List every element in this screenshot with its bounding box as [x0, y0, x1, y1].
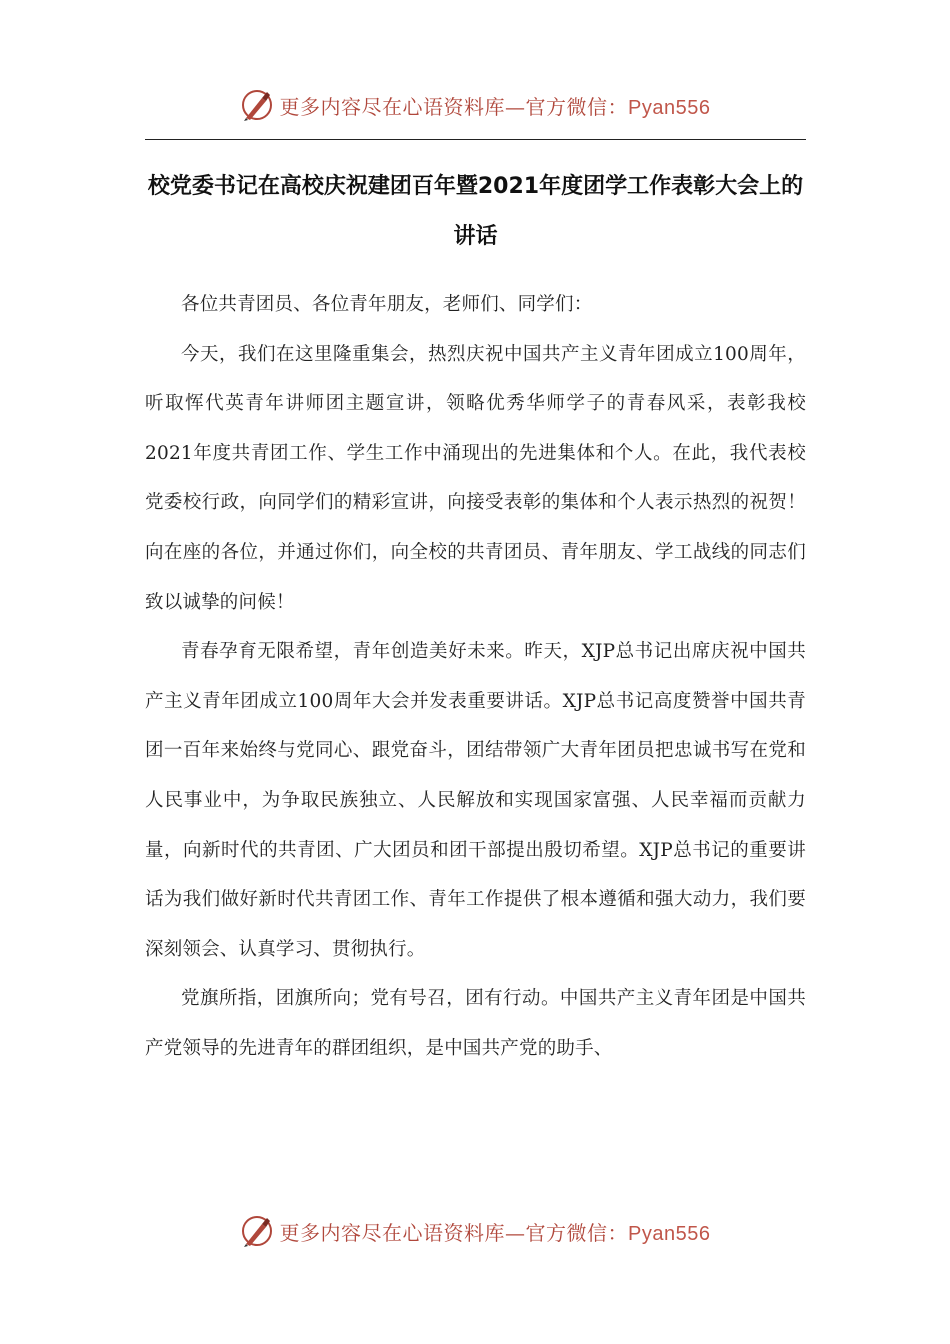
footer-wechat-id: Pyan556 — [628, 1222, 711, 1245]
pen-logo-icon — [240, 1214, 274, 1248]
footer-banner — [0, 1206, 950, 1256]
header-banner-text: 更多内容尽在心语资料库—官方微信：Pyan556 — [279, 94, 711, 119]
paragraph: 党旗所指，团旗所向；党有号召，团有行动。中国共产主义青年团是中国共产党领导的先进青年的群团组织，是中国共产党的助手、 — [145, 988, 806, 1059]
header-wechat-id: Pyan556 — [628, 96, 711, 119]
footer-banner-text: 更多内容尽在心语资料库—官方微信：Pyan556 — [279, 1220, 711, 1245]
pen-logo-icon — [240, 88, 274, 122]
header-divider — [145, 139, 806, 140]
paragraph: 青春孕育无限希望，青年创造美好未来。昨天，XJP总书记出席庆祝中国共产主义青年团成立100周年大会并发表重要讲话。XJP总书记高度赞誉中国共青团一百年来始终与党同心、跟党奋斗，团结带领广大青年团员把忠诚书写在党和人民事业中，为争取民族独立、人民解放和实现国家富强、人民幸福而贡献力量，向新时代的共青团、广大团员和团干部提出殷切希望。XJP总书记的重要讲话为我们做好新时代共青团工作、青年工作提供了根本遵循和强大动力，我们要深刻领会、认真学习、贯彻执行。 — [145, 641, 806, 960]
header-banner — [0, 80, 950, 130]
paragraph-salutation: 各位共青团员、各位青年朋友，老师们、同学们： — [181, 294, 593, 315]
paragraph: 今天，我们在这里隆重集会，热烈庆祝中国共产主义青年团成立100周年，听取恽代英青年讲师团主题宣讲，领略优秀华师学子的青春风采，表彰我校2021年度共青团工作、学生工作中涌现出的先进集体和个人。在此，我代表校党委校行政，向同学们的精彩宣讲，向接受表彰的集体和个人表示热烈的祝贺！向在座的各位，并通过你们，向全校的共青团员、青年朋友、学工战线的同志们致以诚挚的问候！ — [145, 343, 806, 613]
document-body — [145, 280, 806, 1074]
page-title: 校党委书记在高校庆祝建团百年暨2021年度团学工作表彰大会上的讲话 — [147, 174, 804, 249]
